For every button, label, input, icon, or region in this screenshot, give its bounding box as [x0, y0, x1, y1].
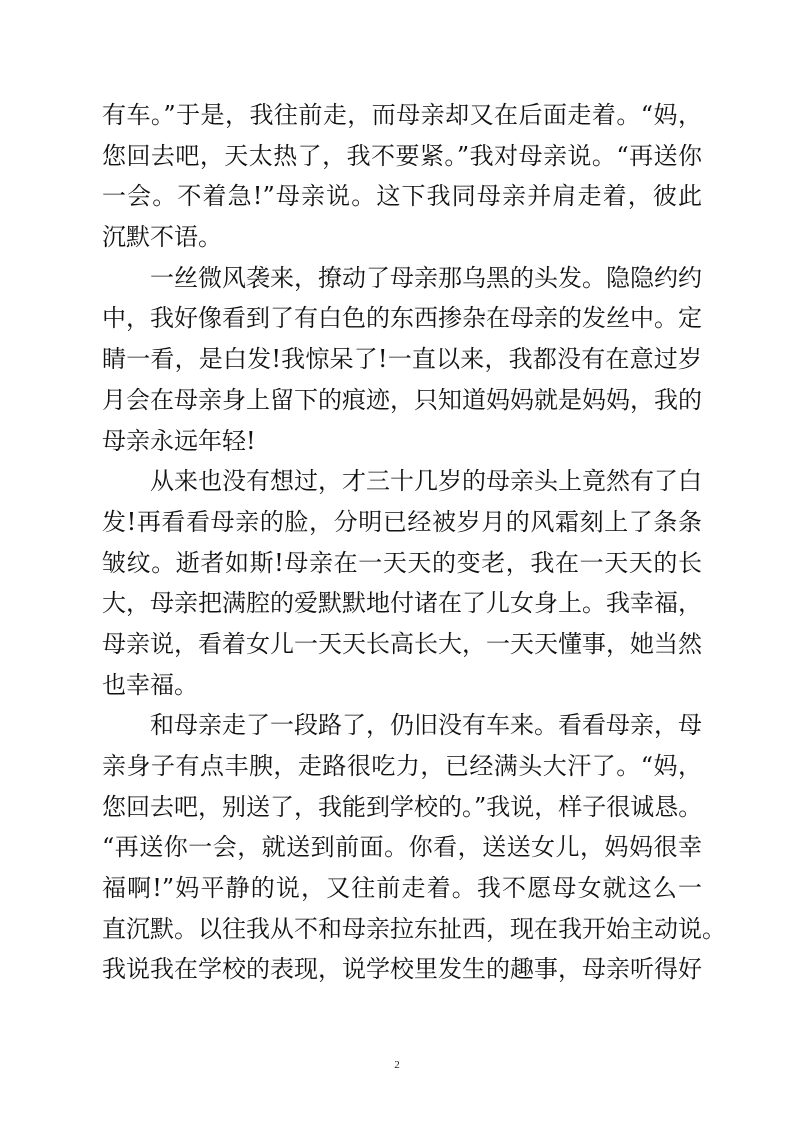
text-line: 直沉默。以往我从不和母亲拉东扯西，现在我开始主动说。 [102, 914, 726, 943]
text-line: 月会在母亲身上留下的痕迹，只知道妈妈就是妈妈，我的 [102, 385, 702, 414]
text-line: 亲身子有点丰腴，走路很吃力，已经满头大汗了。“妈， [102, 752, 702, 780]
text-line: 福啊!”妈平静的说，又往前走着。我不愿母女就这么一 [102, 874, 702, 903]
text-line: 中，我好像看到了有白色的东西掺杂在母亲的发丝中。定 [102, 304, 702, 333]
text-line: 母亲永远年轻! [102, 426, 256, 455]
text-line: 一丝微风袭来，撩动了母亲那乌黑的头发。隐隐约约 [150, 263, 702, 292]
text-line: 您回去吧，天太热了，我不要紧。”我对母亲说。“再送你 [102, 141, 702, 170]
paragraph-1 [102, 95, 702, 258]
text-line: 大，母亲把满腔的爱默默地付诸在了儿女身上。我幸福， [102, 589, 702, 618]
paragraph-2 [102, 258, 702, 461]
text-line: 发!再看看母亲的脸，分明已经被岁月的风霜刻上了条条 [102, 507, 702, 536]
text-line: 从来也没有想过，才三十几岁的母亲头上竟然有了白 [150, 467, 702, 496]
text-line: 母亲说，看着女儿一天天长高长大，一天天懂事，她当然 [102, 629, 702, 658]
text-line: 睛一看，是白发!我惊呆了!一直以来，我都没有在意过岁 [102, 345, 702, 374]
text-line: “再送你一会，就送到前面。你看，送送女儿，妈妈很幸 [102, 833, 702, 862]
text-line: 也幸福。 [102, 670, 198, 699]
text-line: 和母亲走了一段路了，仍旧没有车来。看看母亲，母 [150, 711, 702, 740]
text-line: 皱纹。逝者如斯!母亲在一天天的变老，我在一天天的长 [102, 548, 702, 577]
text-line: 您回去吧，别送了，我能到学校的。”我说，样子很诚恳。 [102, 792, 703, 821]
body-text [102, 95, 726, 990]
paragraph-3 [102, 461, 702, 705]
text-line: 有车。”于是，我往前走，而母亲却又在后面走着。“妈， [102, 101, 702, 129]
text-line: 沉默不语。 [102, 223, 222, 252]
text-line: 我说我在学校的表现，说学校里发生的趣事，母亲听得好 [102, 955, 702, 984]
text-line: 一会。不着急!”母亲说。这下我同母亲并肩走着，彼此 [102, 182, 702, 211]
paragraph-4 [102, 705, 726, 990]
page-number: 2 [394, 1059, 400, 1071]
